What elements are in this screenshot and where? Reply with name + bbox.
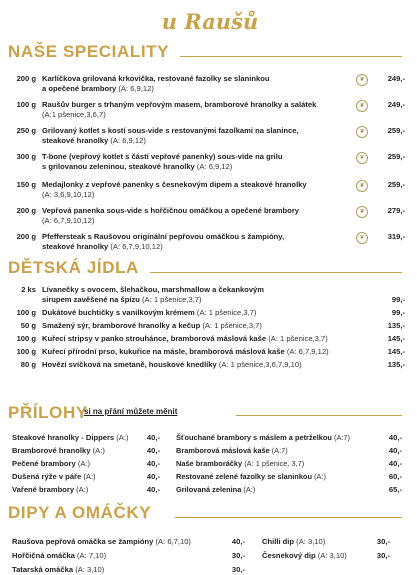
side-item-price: 40,- <box>146 433 160 442</box>
side-item-allergens: (A:) <box>314 472 326 481</box>
item-allergens: (A: 1 pšenice,3,7) <box>196 308 257 317</box>
side-item-name: Šťouchané brambory s máslem a petrželkou <box>176 433 334 442</box>
item-weight: 80 g <box>20 360 36 369</box>
item-price: 259,- <box>387 180 405 189</box>
side-item-price: 30,- <box>376 537 390 546</box>
divider-line <box>180 56 402 57</box>
side-item-price: 40,- <box>146 472 160 481</box>
side-item-price: 40,- <box>231 537 245 546</box>
section-title-kids: DĚTSKÁ JÍDLA <box>8 258 139 277</box>
item-weight: 50 g <box>20 321 36 330</box>
side-item-name: Dušená rýže v páře <box>12 472 84 481</box>
item-allergens: (A: 6,9,12) <box>110 136 146 145</box>
item-allergens: (A: 1 pšenice,3,6,7,9,10) <box>218 360 302 369</box>
item-description <box>42 152 362 172</box>
side-item-allergens: (A:) <box>83 472 96 481</box>
side-item <box>176 433 350 442</box>
side-item-price: 40,- <box>388 433 402 442</box>
divider-line <box>150 272 402 273</box>
item-description <box>42 232 362 252</box>
side-item-name: Chilli dip <box>262 537 297 546</box>
divider-line <box>236 415 402 416</box>
item-weight: 100 g <box>16 100 36 109</box>
item-allergens: (A: 6,7,9,10,12) <box>42 216 95 225</box>
item-price: 99,- <box>391 308 405 317</box>
item-name: Dukátové buchtičky s vanilkovým krémem <box>42 308 195 317</box>
side-item-name: Steakové hranolky - Dippers <box>12 433 117 442</box>
item-description <box>42 308 372 318</box>
item-weight: 200 g <box>16 206 36 215</box>
item-allergens: (A: 6,9,12) <box>196 162 233 171</box>
side-item <box>12 446 105 455</box>
item-description <box>42 180 362 200</box>
item-name: Pfeffersteak s Raušovou originální pepřovou omáčkou s žampióny, <box>42 232 285 241</box>
item-description <box>42 100 362 120</box>
item-allergens: (A:1 pšenice,3,6,7) <box>42 110 106 119</box>
item-name: Kuřecí přírodní prso, kukuřice na másle, bramborová máslová kaše <box>42 347 285 356</box>
item-name: Hovězí svíčková na smetaně, houskové knedlíky <box>42 360 217 369</box>
side-item <box>176 485 255 494</box>
divider-line <box>175 517 402 518</box>
item-name: Raušův burger s trhaným vepřovým masem, bramborové hranolky a salátek <box>42 100 317 109</box>
item-weight: 200 g <box>16 74 36 83</box>
item-weight: 100 g <box>16 347 36 356</box>
item-price: 249,- <box>387 74 405 83</box>
item-description <box>42 285 372 305</box>
sides-subtitle: si na přání můžete měnit <box>84 407 178 416</box>
item-name-continued: steakové hranolky <box>42 136 111 145</box>
item-price: 259,- <box>387 126 405 135</box>
side-item-allergens: (A:7) <box>271 446 288 455</box>
wheat-free-icon: ❦ <box>356 126 368 138</box>
restaurant-logo: u Raušů <box>161 9 259 34</box>
side-item <box>262 537 325 546</box>
side-item-name: Restované zelené fazolky se slaninkou <box>176 472 315 481</box>
item-name: Kuřecí stripsy v panko strouhánce, bramborová máslová kaše <box>42 334 267 343</box>
side-item <box>12 565 104 574</box>
item-description <box>42 347 372 357</box>
side-item-price: 40,- <box>388 459 402 468</box>
side-item <box>12 433 128 442</box>
wheat-free-icon: ❦ <box>356 232 368 244</box>
item-name-continued: s grilovanou zeleninou, steakové hranolky <box>42 162 197 171</box>
side-item-price: 40,- <box>146 446 160 455</box>
side-item-price: 40,- <box>388 446 402 455</box>
side-item-name: Bramborové hranolky <box>12 446 93 455</box>
item-description <box>42 360 372 370</box>
item-weight: 200 g <box>16 232 36 241</box>
side-item-name: Naše bramboráčky <box>176 459 245 468</box>
wheat-free-icon: ❦ <box>356 180 368 192</box>
side-item-price: 30,- <box>231 565 245 574</box>
item-name-continued: a opečené brambory <box>42 84 119 93</box>
item-allergens: (A: 6,7,9,10,12) <box>110 242 163 251</box>
item-price: 145,- <box>387 347 405 356</box>
wheat-free-icon: ❦ <box>356 74 368 86</box>
item-weight: 2 ks <box>21 285 36 294</box>
side-item-price: 60,- <box>388 472 402 481</box>
item-price: 249,- <box>387 100 405 109</box>
side-item-name: Tatarská omáčka <box>12 565 76 574</box>
side-item <box>176 446 288 455</box>
item-name: Grilovaný kotlet s kostí sous-vide s restovanými fazolkami na slanince, <box>42 126 299 135</box>
side-item-allergens: (A:) <box>77 459 91 468</box>
wheat-free-icon: ❦ <box>356 152 368 164</box>
wheat-free-icon: ❦ <box>356 206 368 218</box>
side-item <box>176 459 304 468</box>
side-item <box>12 485 88 494</box>
side-item-name: Grilovaná zelenina <box>176 485 244 494</box>
side-item-allergens: (A:) <box>92 446 105 455</box>
side-item-allergens: (A:7) <box>333 433 350 442</box>
side-item-allergens: (A: 3,10) <box>317 551 347 560</box>
item-name: Karlíčkova grilovaná krkovička, restované fazolky se slaninkou <box>42 74 270 83</box>
item-allergens: (A: 1 pšenice,3,7) <box>268 334 328 343</box>
item-name-continued: sirupem zavěšené na špízu <box>42 295 143 304</box>
item-allergens: (A: 6,9,12) <box>118 84 154 93</box>
item-name: Medajlonky z vepřové panenky s česnekovým dipem a steakové hranolky <box>42 180 307 189</box>
side-item-allergens: (A: 3,10) <box>296 537 326 546</box>
item-name-continued: steakové hranolky <box>42 242 111 251</box>
side-item-allergens: (A: 7,10) <box>77 551 107 560</box>
side-item-allergens: (A: 3,10) <box>75 565 105 574</box>
item-weight: 250 g <box>16 126 36 135</box>
side-item-price: 40,- <box>146 485 160 494</box>
item-allergens: (A: 6,7,9,12) <box>286 347 329 356</box>
side-item-allergens: (A:) <box>116 433 129 442</box>
side-item <box>262 551 347 560</box>
item-description <box>42 74 362 94</box>
side-item <box>176 472 326 481</box>
item-name: T-bone (vepřový kotlet s částí vepřové panenky) sous-vide na grilu <box>42 152 283 161</box>
side-item <box>12 537 191 546</box>
item-name: Vepřová panenka sous-vide s hořčičnou omáčkou a opečené brambory <box>42 206 300 215</box>
side-item-price: 30,- <box>231 551 245 560</box>
item-weight: 100 g <box>16 308 36 317</box>
side-item <box>12 551 106 560</box>
side-item-allergens: (A: 6,7,10) <box>155 537 191 546</box>
item-price: 135,- <box>387 360 405 369</box>
side-item-price: 65,- <box>388 485 402 494</box>
item-price: 145,- <box>387 334 405 343</box>
item-price: 135,- <box>387 321 405 330</box>
side-item-name: Česnekový dip <box>262 551 318 560</box>
side-item-allergens: (A: 1 pšenice, 3,7) <box>244 459 305 468</box>
item-name: Lívanečky s ovocem, šlehačkou, marshmallow a čekankovým <box>42 285 265 294</box>
side-item-name: Raušova pepřová omáčka se žampióny <box>12 537 156 546</box>
item-name: Smažený sýr, bramborové hranolky a kečup <box>42 321 201 330</box>
section-title-dips: DIPY A OMÁČKY <box>8 503 152 522</box>
side-item-price: 40,- <box>146 459 160 468</box>
wheat-free-icon: ❦ <box>356 100 368 112</box>
item-description <box>42 321 372 331</box>
side-item-price: 30,- <box>376 551 390 560</box>
item-weight: 100 g <box>16 334 36 343</box>
section-title-specialties: NAŠE SPECIALITY <box>8 42 170 61</box>
side-item <box>12 472 96 481</box>
item-description <box>42 126 362 146</box>
item-description <box>42 334 372 344</box>
item-weight: 150 g <box>16 180 36 189</box>
item-price: 99,- <box>391 295 405 304</box>
side-item-name: Bramborová máslová kaše <box>176 446 272 455</box>
side-item-name: Vařené brambory <box>12 485 77 494</box>
side-item-name: Hořčičná omáčka <box>12 551 77 560</box>
side-item-allergens: (A:) <box>76 485 89 494</box>
item-weight: 300 g <box>16 152 36 161</box>
side-item-allergens: (A:) <box>243 485 256 494</box>
side-item-name: Pečené brambory <box>12 459 78 468</box>
item-allergens: (A: 1 pšenice,3,7) <box>142 295 202 304</box>
item-price: 279,- <box>387 206 405 215</box>
item-allergens: (A: 1 pšenice,3,7) <box>202 321 262 330</box>
item-description <box>42 206 362 226</box>
item-price: 319,- <box>387 232 405 241</box>
item-price: 259,- <box>387 152 405 161</box>
side-item <box>12 459 90 468</box>
section-title-sides: PŘÍLOHY <box>8 403 88 422</box>
item-allergens: (A: 3,6,9,10,12) <box>42 190 95 199</box>
